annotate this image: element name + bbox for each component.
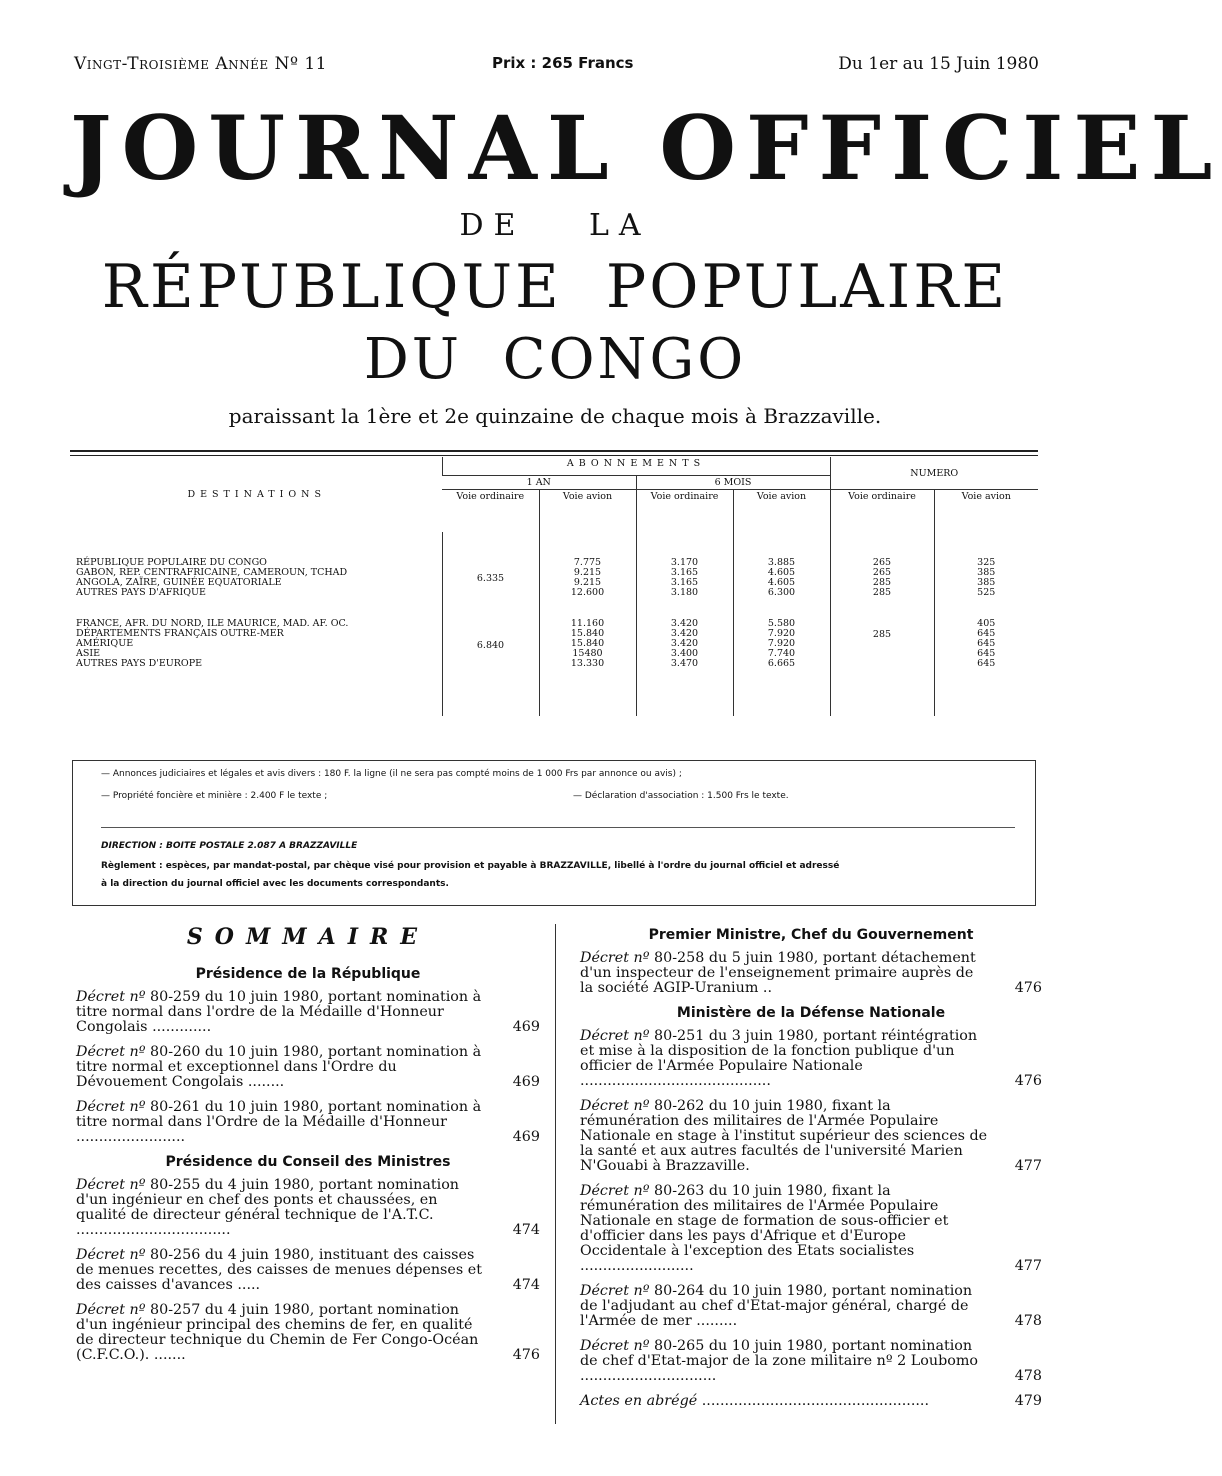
entry-label: Décret nº [580, 1028, 650, 1044]
entry-label: Décret nº [76, 989, 146, 1005]
destination: ASIE [76, 648, 101, 659]
six-months-header: 6 MOIS [636, 476, 830, 490]
destination: GABON, REP. CENTRAFRICAINE, CAMEROUN, TCHAD [76, 567, 348, 578]
price-value: 9.215 [573, 567, 602, 578]
section-heading: Premier Ministre, Chef du Gouvernement [648, 927, 974, 943]
entry-text: 80-256 du 4 juin 1980, instituant des caisses de menues recettes, des caisses de menues dépenses et des caisses d'avances ..... [76, 1247, 482, 1293]
section-heading: Présidence de la République [195, 966, 421, 982]
price-value: 15.840 [570, 628, 605, 639]
price-value: 13.330 [570, 658, 605, 669]
voie-avion-header: Voie avion [539, 490, 636, 533]
section-heading: Ministère de la Défense Nationale [676, 1005, 946, 1021]
page-number: 474 [512, 1222, 540, 1238]
entry-text: 80-255 du 4 juin 1980, portant nomination d'un ingénieur en chef des ponts et chaussées, en qualité de directeur général technique de l'A.T.C. .................................. [76, 1177, 460, 1238]
sommaire-title: SOMMAIRE [186, 924, 430, 950]
price-value: 7.920 [767, 628, 796, 639]
section-heading: Présidence du Conseil des Ministres [165, 1154, 451, 1170]
divider [70, 450, 1038, 452]
destination: AUTRES PAYS D'EUROPE [76, 658, 203, 669]
entry-label: Décret nº [76, 1177, 146, 1193]
price-value: 525 [977, 587, 996, 598]
page-number: 476 [1014, 980, 1042, 996]
price-value: 3.165 [670, 567, 699, 578]
price-value: 4.605 [767, 577, 796, 588]
direction-address: DIRECTION : BOITE POSTALE 2.087 A BRAZZAVILLE [101, 841, 358, 851]
price-value: 7.920 [767, 638, 796, 649]
entry-text: 80-251 du 3 juin 1980, portant réintégration et mise à la disposition de la fonction publique d'un officier de l'Armée Populaire Nationale .......................................... [580, 1028, 978, 1089]
price-value: 645 [977, 658, 996, 669]
sommaire-right-column [580, 928, 1042, 1419]
price-value: 11.160 [570, 618, 605, 629]
subscription-table [72, 457, 1038, 716]
price-value: 285 [872, 577, 892, 588]
journal-title: JOURNAL OFFICIEL [70, 96, 1222, 200]
voie-ordinaire-header: Voie ordinaire [636, 490, 733, 533]
price-value: 15480 [572, 648, 603, 659]
price-value: 3.470 [670, 658, 699, 669]
list-item [76, 1045, 540, 1090]
price-value: 325 [977, 557, 996, 568]
entry-text: 80-264 du 10 juin 1980, portant nomination de l'adjudant au chef d'Etat-major général, chargé de l'Armée de mer ......... [580, 1283, 973, 1329]
voie-ordinaire-header: Voie ordinaire [442, 490, 539, 533]
price-value: 3.180 [670, 587, 699, 598]
list-item [76, 1303, 540, 1363]
price-value: 265 [872, 557, 892, 568]
entry-text: 80-260 du 10 juin 1980, portant nomination à titre normal et exceptionnel dans l'Ordre du Dévouement Congolais ........ [76, 1044, 482, 1090]
price-value: 285 [872, 587, 892, 598]
price-value: 3.420 [670, 628, 699, 639]
abonnements-header: ABONNEMENTS [442, 457, 830, 476]
price-value: 3.400 [670, 648, 699, 659]
declaration-rate: — Déclaration d'association : 1.500 Frs le texte. [573, 791, 789, 801]
price-value: 645 [977, 648, 996, 659]
page-number: 478 [1014, 1313, 1042, 1329]
price-value: 6.300 [767, 587, 796, 598]
entry-label: Décret nº [76, 1099, 146, 1115]
price-value: 285 [830, 603, 934, 716]
entry-label: Décret nº [580, 1098, 650, 1114]
destinations-header: DESTINATIONS [187, 489, 326, 500]
list-item [580, 1184, 1042, 1274]
page-number: 479 [1014, 1393, 1042, 1409]
price: Prix : 265 Francs [492, 54, 634, 72]
destination: DÉPARTEMENTS FRANÇAIS OUTRE-MER [76, 628, 284, 639]
reglement-text: à la direction du journal officiel avec les documents correspondants. [101, 879, 449, 889]
list-item [580, 951, 1042, 996]
price-value: 645 [977, 638, 996, 649]
destination: FRANCE, AFR. DU NORD, ILE MAURICE, MAD. AF. OC. [76, 618, 349, 629]
entry-label: Décret nº [76, 1302, 146, 1318]
price-value: 7.775 [573, 557, 602, 568]
masthead-congo: DU CONGO [363, 327, 747, 392]
destination: AMÉRIQUE [76, 638, 134, 649]
entry-label: Décret nº [76, 1247, 146, 1263]
page-number: 477 [1014, 1258, 1042, 1274]
price-value: 6.335 [442, 532, 539, 603]
masthead-subtitle: paraissant la 1ère et 2e quinzaine de chaque mois à Brazzaville. [228, 404, 882, 428]
divider [101, 827, 1015, 828]
list-item [76, 1100, 540, 1145]
price-value: 4.605 [767, 567, 796, 578]
price-value: 3.165 [670, 577, 699, 588]
page-number: 477 [1014, 1158, 1042, 1174]
price-value: 3.420 [670, 618, 699, 629]
column-divider [555, 924, 556, 1424]
page-number: 469 [512, 1129, 540, 1145]
price-value: 15.840 [570, 638, 605, 649]
price-value: 385 [977, 577, 996, 588]
issue-date: Du 1er au 15 Juin 1980 [838, 54, 1039, 74]
destination: ANGOLA, ZAÏRE, GUINÉE EQUATORIALE [76, 577, 282, 588]
table-row [72, 603, 1038, 716]
price-value: 3.885 [767, 557, 796, 568]
list-item [76, 1178, 540, 1238]
voie-ordinaire-header: Voie ordinaire [830, 490, 934, 533]
entry-label: Décret nº [580, 1283, 650, 1299]
entry-label: Actes en abrégé [580, 1393, 698, 1409]
divider [70, 455, 1038, 456]
entry-text: 80-265 du 10 juin 1980, portant nomination de chef d'Etat-major de la zone militaire nº 2 Loubomo .............................. [580, 1338, 978, 1384]
price-value: 9.215 [573, 577, 602, 588]
entry-text: 80-262 du 10 juin 1980, fixant la rémunération des militaires de l'Armée Populaire Nationale en stage à l'institut supérieur des sciences de la santé et aux autres facultés de l'université Marien N'Gouabi à Brazzaville. [580, 1098, 988, 1174]
reglement-text: Règlement : espèces, par mandat-postal, par chèque visé pour provision et payable à BRAZZAVILLE, libellé à l'ordre du journal officiel et adressé [101, 861, 840, 871]
price-value: 3.420 [670, 638, 699, 649]
entry-text: .................................................. [701, 1393, 929, 1409]
page-number: 474 [512, 1277, 540, 1293]
list-item [580, 1394, 1042, 1409]
entry-label: Décret nº [76, 1044, 146, 1060]
list-item [580, 1339, 1042, 1384]
info-box [72, 760, 1036, 906]
voie-avion-header: Voie avion [934, 490, 1038, 533]
price-value: 6.840 [442, 603, 539, 716]
entry-text: 80-259 du 10 juin 1980, portant nomination à titre normal dans l'ordre de la Médaille d'Honneur Congolais ............. [76, 989, 482, 1035]
price-value: 6.665 [767, 658, 796, 669]
list-item [580, 1099, 1042, 1174]
table-row [72, 532, 1038, 603]
destination: RÉPUBLIQUE POPULAIRE DU CONGO [76, 557, 267, 568]
masthead-republique: RÉPUBLIQUE POPULAIRE [101, 252, 1009, 322]
header-line [74, 54, 1039, 78]
entry-label: Décret nº [580, 1338, 650, 1354]
numero-header: NUMERO [830, 457, 1038, 490]
page-number: 478 [1014, 1368, 1042, 1384]
price-value: 265 [872, 567, 892, 578]
entry-text: 80-257 du 4 juin 1980, portant nomination d'un ingénieur principal des chemins de fer, en qualité de directeur technique du Chemin de Fer Congo-Océan (C.F.C.O.). ....... [76, 1302, 479, 1363]
list-item [76, 990, 540, 1035]
entry-label: Décret nº [580, 950, 650, 966]
list-item [580, 1029, 1042, 1089]
price-value: 5.580 [767, 618, 796, 629]
issue-number: Vingt-Troisième Année Nº 11 [74, 54, 327, 74]
annonces-rate: — Annonces judiciaires et légales et avis divers : 180 F. la ligne (il ne sera pas compté moins de 1 000 Frs par annonce ou avis) ; [101, 769, 682, 779]
page-number: 469 [512, 1019, 540, 1035]
list-item [580, 1284, 1042, 1329]
list-item [76, 1248, 540, 1293]
propriete-rate: — Propriété foncière et minière : 2.400 F le texte ; [101, 791, 328, 801]
entry-label: Décret nº [580, 1183, 650, 1199]
price-value: 385 [977, 567, 996, 578]
price-value: 7.740 [767, 648, 796, 659]
entry-text: 80-258 du 5 juin 1980, portant détachement d'un inspecteur de l'enseignement primaire auprès de la société AGIP-Uranium .. [580, 950, 976, 996]
masthead-de-la: DE LA [459, 208, 651, 243]
price-value: 645 [977, 628, 996, 639]
page-number: 476 [512, 1347, 540, 1363]
price-value: 12.600 [570, 587, 605, 598]
entry-text: 80-263 du 10 juin 1980, fixant la rémunération des militaires de l'Armée Populaire Nationale en stage de formation de sous-officier et d'officier dans les pays d'Afrique et d'Europe Occidentale à l'exception des Etats socialistes ......................... [580, 1183, 949, 1274]
sommaire-left-column [76, 924, 540, 1373]
one-year-header: 1 AN [442, 476, 636, 490]
entry-text: 80-261 du 10 juin 1980, portant nomination à titre normal dans l'Ordre de la Médaille d'Honneur ........................ [76, 1099, 482, 1145]
price-value: 3.170 [670, 557, 699, 568]
voie-avion-header: Voie avion [733, 490, 830, 533]
price-value: 405 [977, 618, 996, 629]
destination: AUTRES PAYS D'AFRIQUE [76, 587, 206, 598]
page-number: 469 [512, 1074, 540, 1090]
page-number: 476 [1014, 1073, 1042, 1089]
